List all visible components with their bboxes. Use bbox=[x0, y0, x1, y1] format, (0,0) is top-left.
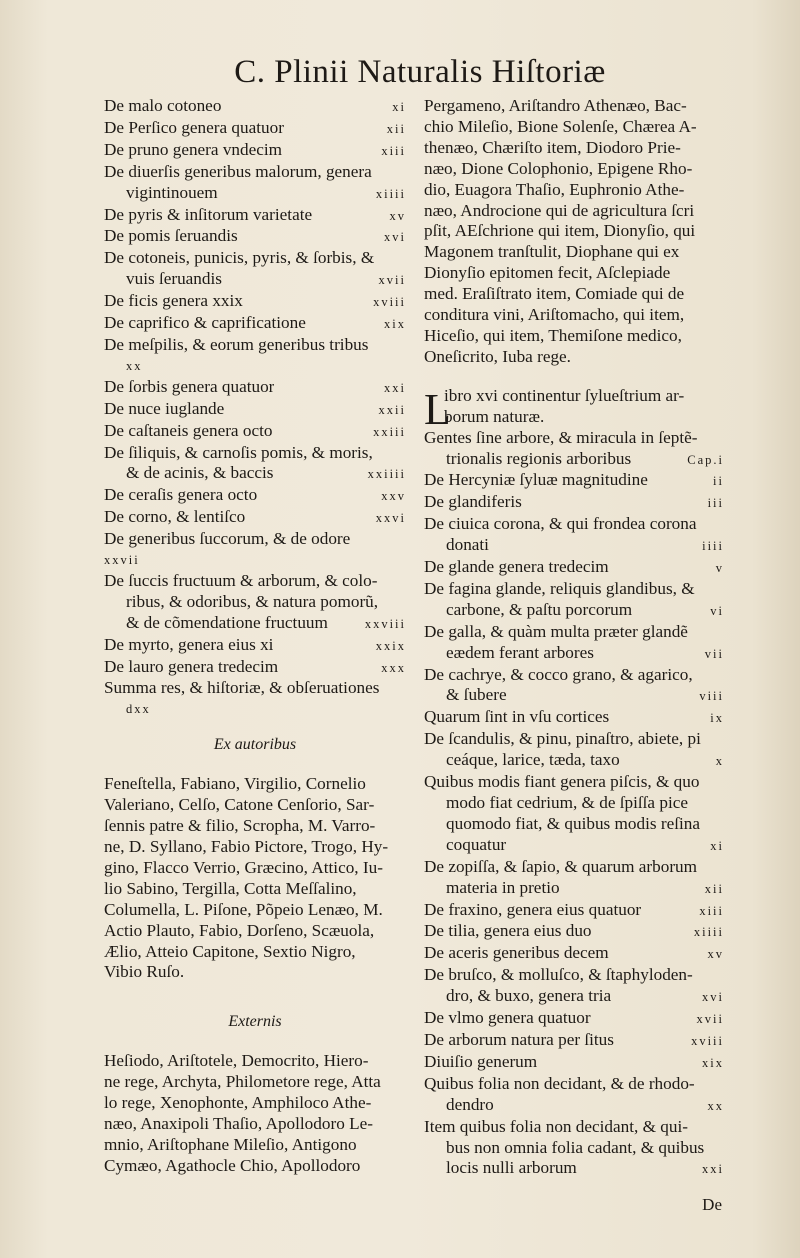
chapter-number: xviii bbox=[373, 295, 406, 310]
chapter-number: xxii bbox=[378, 402, 406, 417]
chapter-number: xxiii bbox=[373, 424, 406, 439]
left-contents-entry bbox=[104, 140, 406, 162]
chapter-number: vi bbox=[710, 603, 724, 618]
entry-text: De fraxino, genera eius quatuor bbox=[424, 899, 642, 919]
left-contents-entry bbox=[104, 377, 406, 399]
left-contents-entry bbox=[104, 96, 406, 118]
libro-intro bbox=[424, 384, 724, 434]
running-header bbox=[0, 54, 800, 91]
right-contents-entry bbox=[424, 921, 724, 943]
chapter-number: xxix bbox=[375, 638, 406, 653]
left-contents-entry bbox=[104, 529, 406, 550]
entry-text: modo fiat cedrium, & de ſpiſſa pice bbox=[446, 793, 688, 812]
entry-text: materia in pretio bbox=[446, 877, 560, 897]
chapter-number: iiii bbox=[702, 539, 724, 554]
right-contents-entry bbox=[424, 878, 724, 900]
entry-text: coquatur bbox=[446, 834, 507, 854]
entry-text: dxx bbox=[126, 702, 151, 717]
author-line: Cymæo, Agathocle Chio, Apollodoro bbox=[104, 1155, 361, 1175]
entry-text: De caſtaneis genera octo bbox=[104, 420, 273, 440]
chapter-number: xxx bbox=[381, 660, 406, 675]
chapter-number: xxviii bbox=[364, 616, 406, 631]
left-contents-entry bbox=[104, 699, 406, 720]
chapter-number: xiiii bbox=[375, 186, 406, 201]
chapter-number: ix bbox=[710, 711, 724, 726]
chapter-number: viii bbox=[699, 689, 724, 704]
entry-text: De fagina glande, reliquis glandibus, & bbox=[424, 578, 695, 598]
chapter-number: xi bbox=[392, 100, 406, 114]
right-contents-entry bbox=[424, 835, 724, 857]
chapter-number: Cap.i bbox=[687, 452, 724, 467]
right-contents-entry bbox=[424, 535, 724, 557]
chapter-number: xxi bbox=[384, 380, 406, 395]
chapter-number: xvii bbox=[696, 1012, 724, 1027]
entry-text: De diuerſis generibus malorum, genera bbox=[104, 161, 372, 181]
chapter-number: xvii bbox=[378, 273, 406, 288]
right-contents-entry bbox=[424, 986, 724, 1008]
entry-text: & de cõmendatione fructuum bbox=[126, 612, 328, 632]
chapter-number: xxvi bbox=[375, 511, 406, 526]
entry-text: quomodo fiat, & quibus modis reſina bbox=[446, 813, 700, 833]
entry-text: xxvii bbox=[104, 553, 140, 568]
entry-text: De pruno genera vndecim bbox=[104, 139, 283, 159]
entry-text: De galla, & quàm multa præter glandẽ bbox=[424, 621, 688, 641]
left-contents-entry bbox=[104, 313, 406, 335]
author-line: gino, Flacco Verrio, Græcino, Attico, Iu- bbox=[104, 857, 383, 877]
right-contents-entry bbox=[424, 965, 724, 986]
entry-text: De cotoneis, punicis, pyris, & ſorbis, & bbox=[104, 248, 375, 268]
left-contents-entry bbox=[104, 269, 406, 291]
right-contents-entry bbox=[424, 1052, 724, 1074]
entry-text: De ciuica corona, & qui frondea corona bbox=[424, 514, 697, 534]
right-contents-entry bbox=[424, 492, 724, 514]
right-contents-entry bbox=[424, 428, 724, 449]
libro-line-2: borum naturæ. bbox=[444, 406, 545, 426]
entry-text: De glande genera tredecim bbox=[424, 557, 609, 577]
entry-text: Quibus folia non decidant, & de rhodo- bbox=[424, 1073, 695, 1093]
author-line: næo, Anaxipoli Thaſio, Apollodoro Le- bbox=[104, 1114, 373, 1134]
chapter-number: x bbox=[715, 754, 724, 769]
entry-text: dendro bbox=[446, 1094, 494, 1114]
entry-text: De meſpilis, & eorum generibus tribus bbox=[104, 334, 369, 354]
left-contents-entry bbox=[104, 657, 406, 679]
chapter-number: ii bbox=[713, 474, 724, 489]
chapter-number: vii bbox=[704, 646, 724, 661]
entry-text: De ſorbis genera quatuor bbox=[104, 376, 275, 396]
author-line: Vibio Ruſo. bbox=[104, 962, 185, 982]
entry-text: De ſuccis fructuum & arborum, & colo- bbox=[104, 570, 378, 590]
left-contents-entry bbox=[104, 248, 406, 269]
author-line: mnio, Ariſtophane Mileſio, Antigono bbox=[104, 1134, 357, 1154]
right-contents-entry bbox=[424, 1074, 724, 1095]
right-contents-entry bbox=[424, 1158, 724, 1180]
left-contents-entry bbox=[104, 507, 406, 529]
author-line: Dionyſio epitomen fecit, Aſclepiade bbox=[424, 263, 671, 283]
author-line: ne, D. Syllano, Fabio Pictore, Trogo, Hy- bbox=[104, 837, 389, 856]
entry-text: dro, & buxo, genera tria bbox=[446, 986, 612, 1006]
author-line: thenæo, Chæriſto item, Diodoro Prie- bbox=[424, 137, 681, 157]
externis-text bbox=[104, 1051, 406, 1176]
author-line: chio Mileſio, Bione Solenſe, Chærea A- bbox=[424, 116, 697, 136]
author-line: ne rege, Archyta, Philometore rege, Atta bbox=[104, 1072, 381, 1092]
author-line: Actio Plauto, Fabio, Dorſeno, Scæuola, bbox=[104, 920, 375, 940]
entry-text: De arborum natura per ſitus bbox=[424, 1029, 614, 1049]
author-line: lio Sabino, Tergilla, Cotta Meſſalino, bbox=[104, 878, 357, 898]
entry-text: De Hercyniæ ſyluæ magnitudine bbox=[424, 470, 648, 490]
chapter-number: xxiiii bbox=[367, 467, 406, 482]
author-line: Heſiodo, Ariſtotele, Democrito, Hiero- bbox=[104, 1051, 369, 1071]
left-contents-entry bbox=[104, 226, 406, 248]
libro-line-1: ibro xvi continentur ſylueſtrium ar- bbox=[444, 385, 685, 405]
right-contents-entry bbox=[424, 557, 724, 579]
right-contents-entry bbox=[424, 1117, 724, 1138]
author-line: pſit, AEſchrione qui item, Dionyſio, qui bbox=[424, 221, 696, 241]
left-contents-entry bbox=[104, 550, 406, 571]
chapter-number: xv bbox=[707, 947, 724, 962]
author-line: Magonem tranſtulit, Diophane qui ex bbox=[424, 242, 680, 262]
externis-heading: Externis bbox=[228, 1013, 282, 1031]
entry-text: De ceraſis genera octo bbox=[104, 485, 258, 505]
chapter-number: xi bbox=[710, 838, 724, 853]
right-contents-list bbox=[424, 428, 724, 1181]
right-column bbox=[424, 96, 724, 1180]
chapter-number: xxv bbox=[381, 489, 406, 504]
right-contents-entry bbox=[424, 685, 724, 707]
entry-text: De pyris & inſitorum varietate bbox=[104, 204, 313, 224]
entry-text: De tilia, genera eius duo bbox=[424, 921, 592, 941]
right-contents-entry bbox=[424, 793, 724, 814]
right-contents-entry bbox=[424, 900, 724, 922]
entry-text: De zopiſſa, & ſapio, & quarum arborum bbox=[424, 856, 698, 876]
left-contents-entry bbox=[104, 356, 406, 377]
entry-text: bus non omnia folia cadant, & quibus bbox=[446, 1137, 705, 1157]
entry-text: De lauro genera tredecim bbox=[104, 656, 279, 676]
right-contents-entry bbox=[424, 1030, 724, 1052]
left-contents-entry bbox=[104, 162, 406, 183]
chapter-number: xix bbox=[702, 1055, 724, 1070]
entry-text: De aceris generibus decem bbox=[424, 943, 609, 963]
left-contents-entry bbox=[104, 678, 406, 699]
author-line: Columella, L. Piſone, Põpeio Lenæo, M. bbox=[104, 899, 383, 919]
entry-text: De pomis ſeruandis bbox=[104, 226, 238, 246]
entry-text: De cachrye, & cocco grano, & agarico, bbox=[424, 664, 693, 684]
author-line: med. Eraſiſtrato item, Comiade qui de bbox=[424, 284, 685, 304]
right-contents-entry bbox=[424, 665, 724, 686]
initial-letter: L bbox=[424, 384, 451, 434]
left-contents-list bbox=[104, 96, 406, 720]
entry-text: Quarum ſint in vſu cortices bbox=[424, 707, 610, 727]
left-contents-entry bbox=[104, 399, 406, 421]
chapter-number: xii bbox=[386, 121, 406, 136]
chapter-number: xiii bbox=[381, 143, 406, 158]
entry-text: De ſiliquis, & carnoſis pomis, & moris, bbox=[104, 442, 373, 462]
entry-text: De generibus ſuccorum, & de odore bbox=[104, 529, 351, 549]
left-contents-entry bbox=[104, 421, 406, 443]
entry-text: trionalis regionis arboribus bbox=[446, 448, 632, 468]
author-line: Pergameno, Ariſtandro Athenæo, Bac- bbox=[424, 96, 687, 115]
right-contents-entry bbox=[424, 1008, 724, 1030]
entry-text: De corno, & lentiſco bbox=[104, 507, 246, 527]
right-contents-entry bbox=[424, 600, 724, 622]
chapter-number: xx bbox=[707, 1098, 724, 1113]
entry-text: carbone, & paſtu porcorum bbox=[446, 599, 633, 619]
author-line: conditura vini, Ariſtomacho, qui item, bbox=[424, 305, 685, 325]
chapter-number: xiii bbox=[699, 903, 724, 918]
entry-text: De vlmo genera quatuor bbox=[424, 1008, 591, 1028]
catchword: De bbox=[702, 1195, 722, 1214]
author-line: næo, Dione Colophonio, Epigene Rho- bbox=[424, 158, 693, 178]
author-line: Ælio, Atteio Capitone, Sextio Nigro, bbox=[104, 941, 356, 961]
entry-text: locis nulli arborum bbox=[446, 1158, 577, 1178]
entry-text: & de acinis, & baccis bbox=[126, 463, 274, 483]
left-contents-entry bbox=[104, 291, 406, 313]
right-contents-entry bbox=[424, 470, 724, 492]
right-contents-entry bbox=[424, 1095, 724, 1117]
ex-autoribus-text bbox=[104, 774, 406, 983]
ex-autoribus-heading: Ex autoribus bbox=[213, 736, 297, 754]
entry-text: De caprifico & caprificatione bbox=[104, 313, 306, 333]
chapter-number: iii bbox=[707, 496, 724, 511]
right-contents-entry bbox=[424, 449, 724, 471]
entry-text: Diuiſio generum bbox=[424, 1051, 538, 1071]
left-contents-entry bbox=[104, 118, 406, 140]
right-contents-entry bbox=[424, 772, 724, 793]
right-contents-entry bbox=[424, 729, 724, 750]
left-contents-entry bbox=[104, 635, 406, 657]
entry-text: xx bbox=[126, 358, 143, 373]
right-contents-entry bbox=[424, 814, 724, 835]
left-contents-entry bbox=[104, 463, 406, 485]
right-contents-entry bbox=[424, 943, 724, 965]
right-contents-entry bbox=[424, 750, 724, 772]
left-column bbox=[104, 96, 406, 1177]
right-authors-text bbox=[424, 96, 724, 368]
entry-text: & ſubere bbox=[446, 685, 507, 705]
chapter-number: xix bbox=[384, 317, 406, 332]
entry-text: De Perſico genera quatuor bbox=[104, 117, 284, 137]
left-contents-entry bbox=[104, 613, 406, 635]
entry-text: ribus, & odoribus, & natura pomorũ, bbox=[126, 591, 379, 611]
chapter-number: xviii bbox=[691, 1033, 724, 1048]
right-contents-entry bbox=[424, 643, 724, 665]
entry-text: Gentes ſine arbore, & miracula in ſeptẽ- bbox=[424, 427, 698, 447]
entry-text: De ficis genera xxix bbox=[104, 291, 243, 311]
entry-text: Summa res, & hiſtoriæ, & obſeruationes bbox=[104, 678, 380, 698]
chapter-number: xvi bbox=[702, 990, 724, 1005]
entry-text: De ſcandulis, & pinu, pinaſtro, abiete, pi bbox=[424, 729, 701, 749]
entry-text: donati bbox=[446, 535, 489, 555]
entry-text: eædem ferant arbores bbox=[446, 642, 594, 662]
entry-text: De nuce iuglande bbox=[104, 398, 225, 418]
entry-text: Item quibus folia non decidant, & qui- bbox=[424, 1116, 688, 1136]
entry-text: De malo cotoneo bbox=[104, 96, 222, 115]
author-line: Feneſtella, Fabiano, Virgilio, Cornelio bbox=[104, 774, 366, 794]
chapter-number: xv bbox=[389, 208, 406, 223]
entry-text: De myrto, genera eius xi bbox=[104, 634, 274, 654]
author-line: Oneſicrito, Iuba rege. bbox=[424, 346, 571, 366]
entry-text: De glandiferis bbox=[424, 492, 522, 512]
entry-text: vuis ſeruandis bbox=[126, 269, 222, 289]
right-contents-entry bbox=[424, 707, 724, 729]
entry-text: ceáque, larice, tæda, taxo bbox=[446, 750, 620, 770]
author-line: ſennis patre & filio, Scropha, M. Varro- bbox=[104, 816, 376, 836]
left-contents-entry bbox=[104, 592, 406, 613]
entry-text: De bruſco, & molluſco, & ſtaphyloden- bbox=[424, 965, 693, 985]
right-contents-entry bbox=[424, 857, 724, 878]
right-contents-entry bbox=[424, 1138, 724, 1159]
left-contents-entry bbox=[104, 443, 406, 464]
left-contents-entry bbox=[104, 485, 406, 507]
right-contents-entry bbox=[424, 622, 724, 643]
left-contents-entry bbox=[104, 205, 406, 227]
chapter-number: xii bbox=[704, 881, 724, 896]
left-contents-entry bbox=[104, 335, 406, 356]
author-line: lo rege, Xenophonte, Amphiloco Athe- bbox=[104, 1093, 372, 1113]
chapter-number: xxi bbox=[702, 1162, 724, 1177]
right-contents-entry bbox=[424, 514, 724, 535]
left-contents-entry bbox=[104, 571, 406, 592]
page-title: C. Plinii Naturalis Hiſtoriæ bbox=[234, 54, 606, 90]
entry-text: Quibus modis fiant genera piſcis, & quo bbox=[424, 772, 700, 792]
author-line: næo, Androcione qui de agricultura ſcri bbox=[424, 200, 695, 220]
author-line: dio, Euagora Thaſio, Euphronio Athe- bbox=[424, 179, 685, 199]
entry-text: vigintinouem bbox=[126, 182, 218, 202]
chapter-number: xvi bbox=[384, 230, 406, 245]
right-contents-entry bbox=[424, 579, 724, 600]
author-line: Valeriano, Celſo, Catone Cenſorio, Sar- bbox=[104, 795, 375, 815]
chapter-number: v bbox=[715, 561, 724, 576]
chapter-number: xiiii bbox=[693, 925, 724, 940]
left-contents-entry bbox=[104, 183, 406, 205]
author-line: Hiceſio, qui item, Themiſone medico, bbox=[424, 325, 682, 345]
